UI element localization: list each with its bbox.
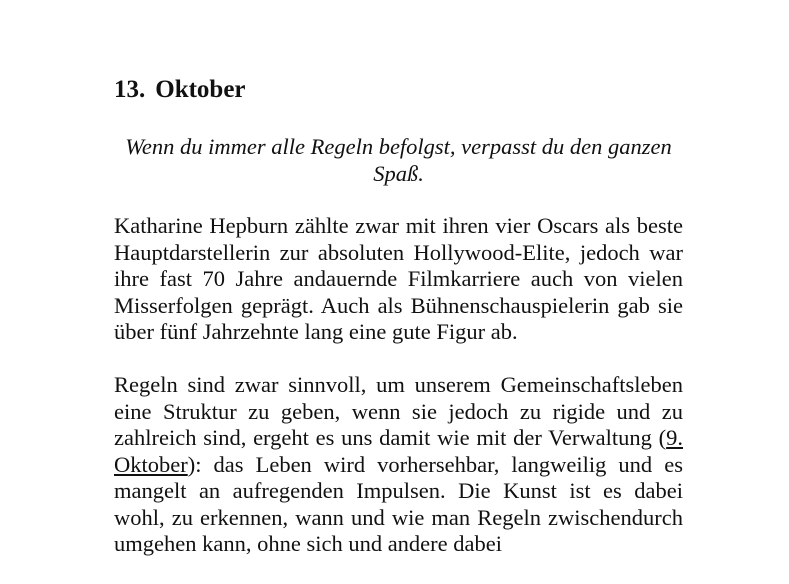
quote: Wenn du immer alle Regeln befolgst, verpasst du den ganzen Spaß. xyxy=(125,134,672,186)
date-number: 13. xyxy=(114,76,146,103)
date-month: Oktober xyxy=(155,76,246,103)
paragraph-2-text-after: ): das Leben wird vorhersehbar, langweilig und es mangelt an aufregenden Impulsen. Die Kunst ist es dabei wohl, zu erkennen, wann und wie man Regeln zwischendurch umgehen kann, ohne sich und andere dabei xyxy=(114,451,683,556)
document-page xyxy=(114,72,683,584)
page-title xyxy=(114,72,683,108)
cross-reference-link[interactable]: 9. Oktober xyxy=(114,425,683,477)
paragraph-2-text-before: Regeln sind zwar sinnvoll, um unserem Gemeinschaftsleben eine Struktur zu geben, wenn sie jedoch zu rigide und zu zahlreich sind, ergeht es uns damit wie mit der Verwaltung ( xyxy=(114,372,683,450)
paragraph-2 xyxy=(114,372,683,558)
paragraph-1: Katharine Hepburn zählte zwar mit ihren vier Oscars als beste Hauptdarstellerin zur absoluten Hollywood-Elite, jedoch war ihre fast 70 Jahre andauernde Filmkarriere auch von vielen Misserfolgen geprägt. Auch als Bühnenschauspielerin gab sie über fünf Jahrzehnte lang eine gute Figur ab. xyxy=(114,213,683,344)
